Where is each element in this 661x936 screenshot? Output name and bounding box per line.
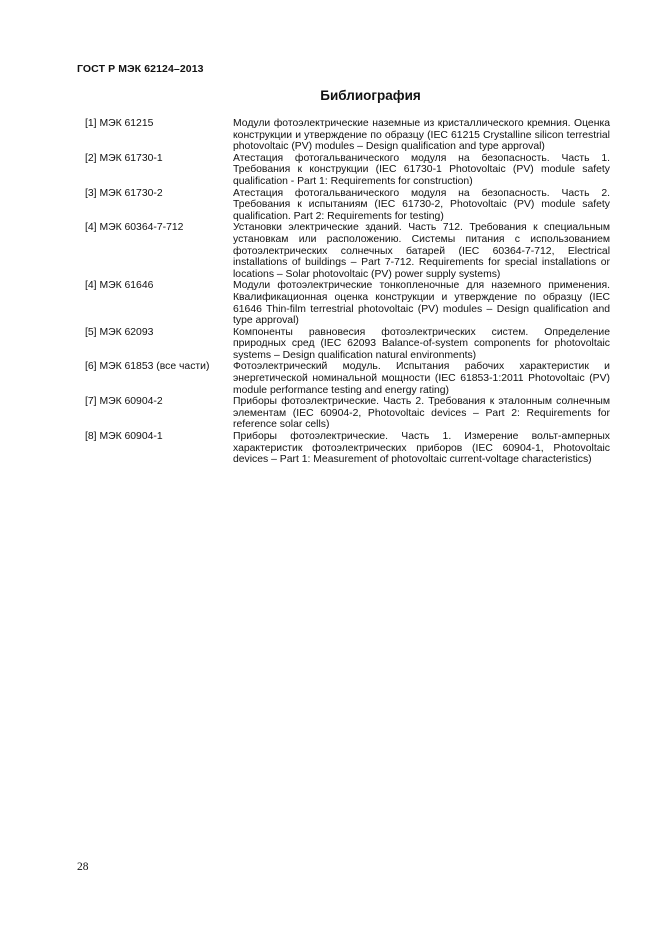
reference-code: [4] МЭК 61646: [85, 280, 154, 292]
reference-code: [6] МЭК 61853 (все части): [85, 361, 210, 373]
reference-item: [85, 327, 610, 362]
reference-description: Фотоэлектрический модуль. Испытания рабочих характеристик и энергетической номинальной мощности (IEC 61853-1:2011 Photovoltaic (PV) module performance testing and energy rating): [233, 361, 610, 396]
reference-description: Приборы фотоэлектрические. Часть 1. Измерение вольт-амперных характеристик фотоэлектрических приборов (IEC 60904-1, Photovoltaic devices – Part 1: Measurement of photovoltaic current-voltage characteristics): [233, 431, 610, 466]
reference-description: Приборы фотоэлектрические. Часть 2. Требования к эталонным солнечным элементам (IEC 60904-2, Photovoltaic devices – Part 2: Requirements for reference solar cells): [233, 396, 610, 431]
reference-description: Атестация фотогальванического модуля на безопасность. Часть 2. Требования к испытаниям (IEC 61730-2, Photovoltaic (PV) module safety qualification. Part 2: Requirements for testing): [233, 187, 610, 222]
reference-description: Модули фотоэлектрические тонкопленочные для наземного применения. Квалификационная оценка конструкции и утверждение по образцу (IEC 61646 Thin-film terrestrial photovoltaic (PV) modules – Design qualification and type approval): [233, 280, 610, 327]
reference-item: [85, 188, 610, 223]
document-code: ГОСТ Р МЭК 62124–2013: [77, 63, 204, 75]
reference-item: [85, 153, 610, 188]
page-number: 28: [77, 861, 89, 873]
reference-item: [85, 118, 610, 153]
reference-code: [7] МЭК 60904-2: [85, 396, 163, 408]
reference-item: [85, 396, 610, 431]
reference-item: [85, 280, 610, 326]
reference-description: Компоненты равновесия фотоэлектрических систем. Определение природных сред (IEC 62093 Balance-of-system components for photovoltaic systems – Design qualification natural environments): [233, 326, 610, 361]
reference-code: [8] МЭК 60904-1: [85, 431, 163, 443]
reference-code: [3] МЭК 61730-2: [85, 187, 163, 199]
reference-item: [85, 361, 610, 396]
reference-code: [1] МЭК 61215: [85, 118, 154, 129]
reference-code: [2] МЭК 61730-1: [85, 152, 163, 164]
reference-item: [85, 431, 610, 466]
reference-description: Атестация фотогальванического модуля на безопасность. Часть 1. Требования к конструкции (IEC 61730-1 Photovoltaic (PV) module safety qualification - Part 1: Requirements for construction): [233, 152, 610, 187]
reference-item: [85, 222, 610, 280]
bibliography-title: Библиография: [320, 88, 421, 103]
reference-list: [85, 118, 610, 466]
reference-code: [4] МЭК 60364-7-712: [85, 222, 184, 234]
reference-description: Модули фотоэлектрические наземные из кристаллического кремния. Оценка конструкции и утверждение по образцу (IEC 61215 Crystalline silicon terrestrial photovoltaic (PV) modules – Design qualification and type approval): [233, 118, 610, 153]
reference-description: Установки электрические зданий. Часть 712. Требования к специальным установкам или расположению. Системы питания с использованием фотоэлектрических солнечных батарей (IEC 60364-7-712, Electrical installations of buildings – Part 7-712. Requirements for special installations or locations – Solar photovoltaic (PV) power supply systems): [233, 222, 610, 280]
reference-code: [5] МЭК 62093: [85, 326, 154, 338]
